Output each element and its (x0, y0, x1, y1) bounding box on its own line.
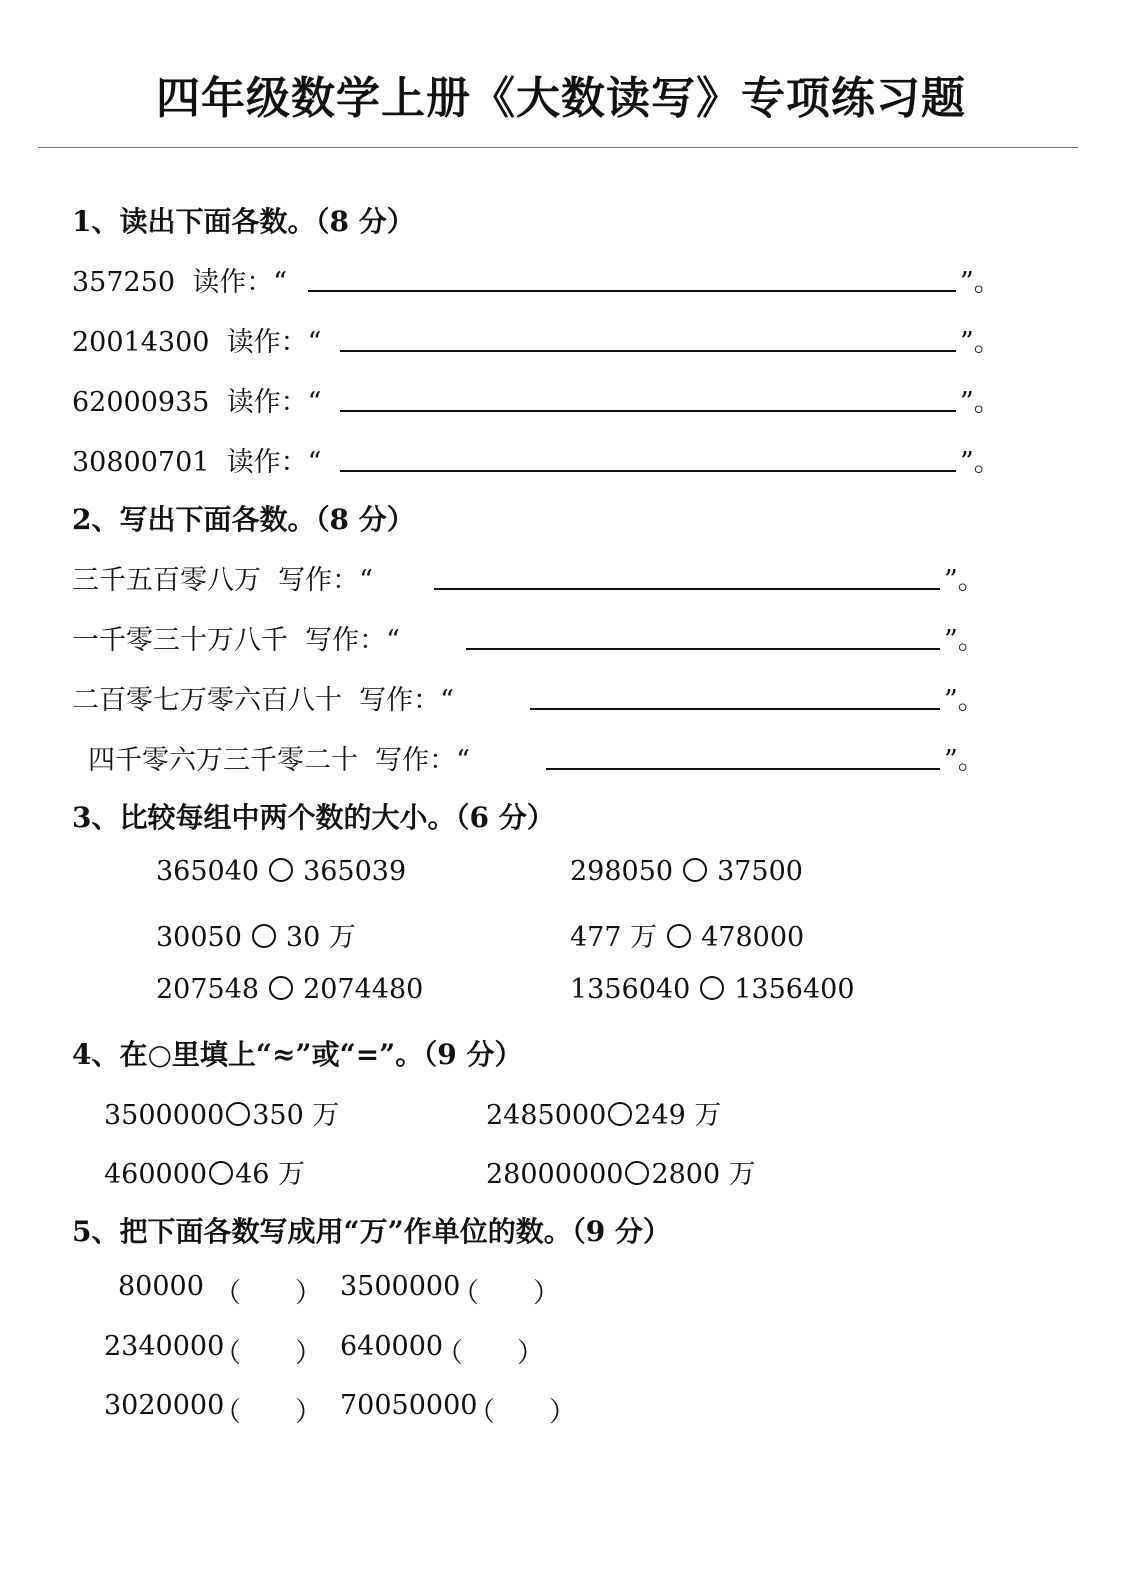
q2-row (88, 738, 470, 777)
left-number: 207548 (156, 974, 260, 1005)
answer-circle-icon[interactable] (608, 1102, 632, 1126)
q1-label: 读作： (226, 327, 308, 358)
q2-answer-blank[interactable] (434, 560, 940, 590)
left-number: 28000000 (486, 1159, 624, 1190)
answer-circle-icon[interactable] (700, 976, 724, 1000)
q5-number: 80000 (118, 1271, 204, 1302)
close-quote: ”。 (960, 327, 1001, 358)
close-quote: ”。 (960, 387, 1001, 418)
left-number: 3500000 (104, 1100, 225, 1131)
q2-answer-blank[interactable] (466, 620, 940, 650)
q4-fill-pair (104, 1093, 339, 1132)
right-number: 30 万 (285, 922, 356, 953)
q5-answer-paren[interactable]: （ ） (214, 1338, 322, 1369)
q4-fill-pair (104, 1152, 305, 1191)
q2-row (72, 618, 400, 657)
close-quote: ”。 (944, 625, 985, 656)
q1-number: 357250 (72, 267, 176, 298)
close-quote: ”。 (960, 267, 1001, 298)
q2-row (72, 678, 454, 717)
q1-row (72, 260, 287, 299)
q3-compare-pair (570, 856, 803, 887)
page-title: 四年级数学上册《大数读写》专项练习题 (156, 73, 966, 124)
q5-answer-paren[interactable]: （ ） (452, 1278, 560, 1309)
left-number: 477 万 (570, 922, 658, 953)
q4-heading: 4、在○里填上“≈”或“=”。（9 分） (72, 1038, 523, 1071)
q5-answer-paren[interactable]: （ ） (214, 1278, 322, 1309)
close-quote: ”。 (960, 447, 1001, 478)
q2-words: 四千零六万三千零二十 (88, 745, 358, 776)
q3-heading: 3、比较每组中两个数的大小。（6 分） (72, 801, 555, 834)
answer-circle-icon[interactable] (226, 1102, 250, 1126)
q3-compare-pair (156, 856, 406, 887)
q2-words: 二百零七万零六百八十 (72, 685, 342, 716)
q1-row (72, 380, 321, 419)
q2-row (72, 558, 373, 597)
q5-number: 70050000 (340, 1390, 478, 1421)
q3-compare-pair (156, 974, 423, 1005)
q2-words: 三千五百零八万 (72, 565, 261, 596)
q1-number: 30800701 (72, 447, 210, 478)
title-divider (38, 147, 1078, 148)
q3-compare-pair (570, 974, 855, 1005)
close-quote: ”。 (944, 745, 985, 776)
q1-label: 读作： (192, 267, 274, 298)
open-quote: “ (307, 387, 322, 418)
close-quote: ”。 (944, 565, 985, 596)
q3-compare-pair (156, 915, 356, 954)
q1-answer-blank[interactable] (308, 262, 956, 292)
right-number: 2800 万 (651, 1159, 756, 1190)
left-number: 1356040 (570, 974, 691, 1005)
answer-circle-icon[interactable] (209, 1161, 233, 1185)
right-number: 365039 (303, 856, 407, 887)
q5-number: 640000 (340, 1331, 444, 1362)
right-number: 1356400 (734, 974, 855, 1005)
right-number: 478000 (701, 922, 805, 953)
answer-circle-icon[interactable] (269, 858, 293, 882)
q1-label: 读作： (226, 387, 308, 418)
q2-answer-blank[interactable] (546, 740, 940, 770)
answer-circle-icon[interactable] (252, 924, 276, 948)
q1-number: 20014300 (72, 327, 210, 358)
open-quote: “ (273, 267, 288, 298)
left-number: 460000 (104, 1159, 208, 1190)
right-number: 350 万 (252, 1100, 340, 1131)
q5-heading: 5、把下面各数写成用“万”作单位的数。（9 分） (72, 1215, 671, 1248)
q2-label: 写作： (305, 625, 387, 656)
left-number: 2485000 (486, 1100, 607, 1131)
q1-heading: 1、读出下面各数。（8 分） (72, 205, 415, 238)
right-number: 46 万 (235, 1159, 306, 1190)
q2-answer-blank[interactable] (530, 680, 940, 710)
q5-number: 2340000 (104, 1331, 225, 1362)
q3-compare-pair (570, 915, 804, 954)
q5-answer-paren[interactable]: （ ） (436, 1338, 544, 1369)
open-quote: “ (456, 745, 470, 776)
q4-fill-pair (486, 1152, 756, 1191)
q2-heading: 2、写出下面各数。（8 分） (72, 503, 415, 536)
q5-number: 3500000 (340, 1271, 461, 1302)
right-number: 2074480 (303, 974, 424, 1005)
left-number: 365040 (156, 856, 260, 887)
right-number: 37500 (717, 856, 803, 887)
q1-answer-blank[interactable] (340, 322, 956, 352)
open-quote: “ (307, 447, 322, 478)
q1-row (72, 320, 321, 359)
q1-number: 62000935 (72, 387, 210, 418)
q2-words: 一千零三十万八千 (72, 625, 288, 656)
right-number: 249 万 (634, 1100, 722, 1131)
answer-circle-icon[interactable] (683, 858, 707, 882)
answer-circle-icon[interactable] (625, 1161, 649, 1185)
q5-answer-paren[interactable]: （ ） (468, 1397, 576, 1428)
answer-circle-icon[interactable] (667, 924, 691, 948)
q1-label: 读作： (226, 447, 308, 478)
open-quote: “ (359, 565, 373, 596)
open-quote: “ (440, 685, 454, 716)
q5-answer-paren[interactable]: （ ） (214, 1397, 322, 1428)
close-quote: ”。 (944, 685, 985, 716)
q2-label: 写作： (278, 565, 360, 596)
q2-label: 写作： (359, 685, 441, 716)
left-number: 298050 (570, 856, 674, 887)
q4-fill-pair (486, 1093, 721, 1132)
q1-answer-blank[interactable] (340, 442, 956, 472)
answer-circle-icon[interactable] (269, 976, 293, 1000)
open-quote: “ (386, 625, 400, 656)
open-quote: “ (307, 327, 322, 358)
q2-label: 写作： (375, 745, 457, 776)
q1-answer-blank[interactable] (340, 382, 956, 412)
q1-row (72, 440, 321, 479)
q5-number: 3020000 (104, 1390, 225, 1421)
left-number: 30050 (156, 922, 242, 953)
